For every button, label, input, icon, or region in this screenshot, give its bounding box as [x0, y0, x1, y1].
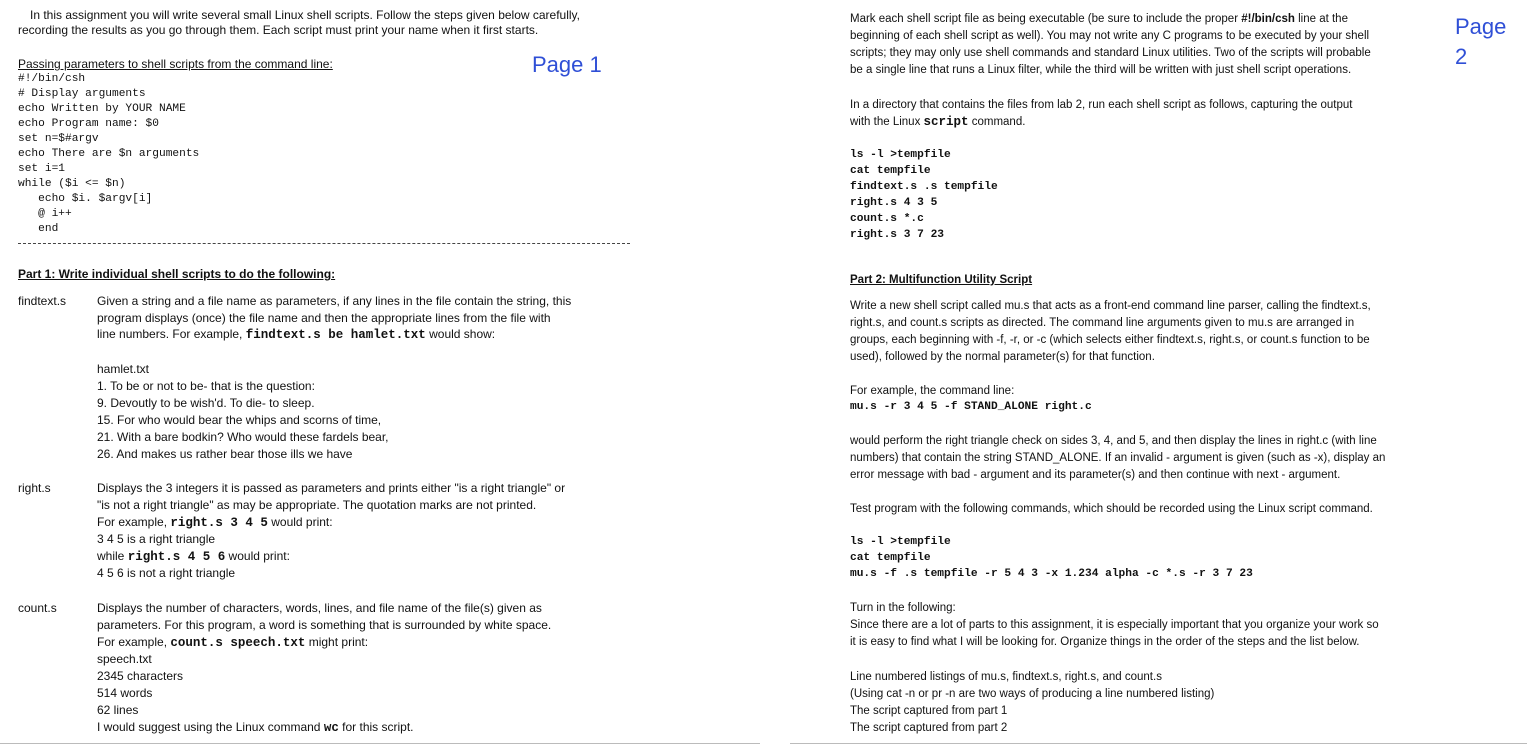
findtext-desc-3 [97, 327, 495, 343]
count-output-3: 514 words [97, 686, 153, 700]
count-suggestion [97, 720, 414, 736]
turnin-item-3: The script captured from part 1 [850, 705, 1008, 717]
example-script-line-3: echo Written by YOUR NAME [18, 103, 186, 115]
right-example-2 [97, 549, 290, 565]
p2-example-label: For example, the command line: [850, 385, 1015, 397]
right-desc-1: Displays the 3 integers it is passed as parameters and prints either "is a right triangle" or [97, 481, 566, 495]
p2-intro-1-pre: Mark each shell script file as being executable (be sure to include the proper [850, 13, 1242, 25]
example-script-line-4: echo Program name: $0 [18, 118, 159, 130]
count-output-1: speech.txt [97, 652, 152, 666]
right-ex2-code: right.s 4 5 6 [127, 550, 226, 564]
count-output-4: 62 lines [97, 703, 139, 717]
intro-line-1: In this assignment you will write several small Linux shell scripts. Follow the steps given below carefully, [30, 8, 581, 22]
count-desc-1: Displays the number of characters, words, lines, and file name of the file(s) given as [97, 601, 542, 615]
p2-test-line: Test program with the following commands, which should be recorded using the Linux script command. [850, 503, 1373, 515]
page-2-label-num: 2 [1455, 44, 1468, 69]
p2-cmd2-2: cat tempfile [850, 552, 931, 564]
p2-perform-1: would perform the right triangle check on sides 3, 4, and 5, and then display the lines in right.c (with line [850, 435, 1377, 447]
findtext-output-3: 9. Devoutly to be wish'd. To die- to sleep. [97, 396, 315, 410]
p2-cmd1-5: count.s *.c [850, 213, 924, 225]
p2-cmd1-1: ls -l >tempfile [850, 149, 951, 161]
example-script-line-7: set i=1 [18, 163, 65, 175]
right-ex1-out: 3 4 5 is a right triangle [97, 532, 216, 546]
page-1-bottom-edge [0, 743, 760, 744]
p2-dir-2-pre: with the Linux [850, 116, 924, 128]
p2-cmd1-2: cat tempfile [850, 165, 931, 177]
passing-heading: Passing parameters to shell scripts from the command line: [18, 57, 333, 71]
page-1-label: Page 1 [532, 52, 602, 77]
findtext-name: findtext.s [18, 294, 67, 308]
p2-cmd2-1: ls -l >tempfile [850, 536, 951, 548]
right-desc-2: "is not a right triangle" as may be appropriate. The quotation marks are not printed. [97, 498, 537, 512]
page-2 [790, 0, 1527, 746]
right-ex1-pre: For example, [97, 515, 171, 529]
part2-desc-1: Write a new shell script called mu.s that acts as a front-end command line parser, calling the findtext.s, [850, 300, 1371, 312]
page-2-label-word: Page [1455, 14, 1507, 39]
findtext-output-5: 21. With a bare bodkin? Who would these fardels bear, [97, 430, 389, 444]
right-example-1 [97, 515, 333, 531]
dashed-divider [18, 243, 630, 244]
example-script-line-9: echo $i. $argv[i] [18, 193, 153, 205]
findtext-desc-3-code: findtext.s be hamlet.txt [245, 328, 426, 342]
count-output-2: 2345 characters [97, 669, 184, 683]
count-suggest-post: for this script. [338, 720, 414, 734]
p2-intro-line-4: be a single line that runs a Linux filter, while the third will be written with just shell script operations. [850, 64, 1352, 76]
turnin-desc-1: Since there are a lot of parts to this assignment, it is especially important that you organize your work so [850, 619, 1379, 631]
p2-dir-line-2 [850, 115, 1025, 130]
findtext-output-6: 26. And makes us rather bear those ills we have [97, 447, 353, 461]
p2-dir-line-1: In a directory that contains the files from lab 2, run each shell script as follows, capturing the output [850, 99, 1353, 111]
page-2-bottom-edge [790, 743, 1527, 744]
p2-intro-line-1 [850, 12, 1348, 27]
p2-perform-2: numbers) that contain the string STAND_ALONE. If an invalid - argument is given (such as -x), display an [850, 452, 1386, 464]
p2-cmd1-6: right.s 3 7 23 [850, 229, 944, 241]
findtext-desc-1: Given a string and a file name as parameters, if any lines in the file contain the string, this [97, 294, 572, 308]
p2-intro-line-2: beginning of each shell script as well). You may not write any C programs to be executed by your shell [850, 30, 1370, 42]
p2-cmd1-3: findtext.s .s tempfile [850, 181, 998, 193]
example-script-line-8: while ($i <= $n) [18, 178, 126, 190]
p2-dir-2-code: script [923, 115, 969, 129]
p2-cmd1-4: right.s 4 3 5 [850, 197, 938, 209]
p2-intro-line-3: scripts; they may only use shell commands and standard Linux utilities. Two of the scripts will probable [850, 47, 1371, 59]
example-script-line-11: end [18, 223, 59, 235]
count-ex-pre: For example, [97, 635, 171, 649]
p2-intro-1-bold: #!/bin/csh [1241, 13, 1295, 25]
right-ex1-post: would print: [267, 515, 333, 529]
count-suggest-code: wc [323, 721, 339, 735]
part2-desc-3: groups, each beginning with -f, -r, or -c (which selects either findtext.s, right.s, or count.s function to be [850, 334, 1370, 346]
right-name: right.s [18, 481, 51, 495]
part1-heading: Part 1: Write individual shell scripts to do the following: [18, 267, 336, 281]
count-ex-code: count.s speech.txt [170, 636, 306, 650]
turnin-desc-2: it is easy to find what I will be looking for. Organize things in the order of the steps and the list below. [850, 636, 1360, 648]
p2-example-cmd: mu.s -r 3 4 5 -f STAND_ALONE right.c [850, 401, 1092, 413]
right-ex2-post: would print: [225, 549, 290, 563]
count-example [97, 635, 368, 651]
part2-desc-2: right.s, and count.s scripts as directed. The command line arguments given to mu.s are arranged in [850, 317, 1355, 329]
findtext-desc-2: program displays (once) the file name and then the appropriate lines from the file with [97, 311, 551, 325]
findtext-desc-3-pre: line numbers. For example, [97, 327, 246, 341]
example-script-line-5: set n=$#argv [18, 133, 99, 145]
part2-desc-4: used), followed by the normal parameter(s) for that function. [850, 351, 1155, 363]
count-desc-2: parameters. For this program, a word is something that is surrounded by white space. [97, 618, 552, 632]
turnin-item-1: Line numbered listings of mu.s, findtext.s, right.s, and count.s [850, 671, 1162, 683]
example-script-line-6: echo There are $n arguments [18, 148, 200, 160]
page-gutter [760, 0, 790, 746]
example-script-line-1: #!/bin/csh [18, 73, 86, 85]
right-ex1-code: right.s 3 4 5 [170, 516, 268, 530]
page-1 [0, 0, 760, 746]
findtext-desc-3-post: would show: [425, 327, 496, 341]
findtext-output-4: 15. For who would bear the whips and scorns of time, [97, 413, 382, 427]
part2-heading: Part 2: Multifunction Utility Script [850, 274, 1033, 286]
count-ex-post: might print: [305, 635, 369, 649]
p2-cmd2-3: mu.s -f .s tempfile -r 5 4 3 -x 1.234 alpha -c *.s -r 3 7 23 [850, 568, 1253, 580]
count-name: count.s [18, 601, 57, 615]
right-ex2-pre: while [97, 549, 128, 563]
findtext-output-1: hamlet.txt [97, 362, 150, 376]
right-ex2-out: 4 5 6 is not a right triangle [97, 566, 236, 580]
p2-dir-2-post: command. [968, 116, 1026, 128]
intro-line-2: recording the results as you go through them. Each script must print your name when it first starts. [18, 23, 539, 37]
example-script-line-2: # Display arguments [18, 88, 146, 100]
turnin-item-4: The script captured from part 2 [850, 722, 1008, 734]
findtext-output-2: 1. To be or not to be- that is the question: [97, 379, 315, 393]
count-suggest-pre: I would suggest using the Linux command [97, 720, 324, 734]
p2-intro-1-post: line at the [1294, 13, 1348, 25]
p2-perform-3: error message with bad - argument and its parameter(s) and then continue with next - argument. [850, 469, 1341, 481]
turnin-heading: Turn in the following: [850, 602, 956, 614]
example-script-line-10: @ i++ [18, 208, 72, 220]
turnin-item-2: (Using cat -n or pr -n are two ways of producing a line numbered listing) [850, 688, 1215, 700]
